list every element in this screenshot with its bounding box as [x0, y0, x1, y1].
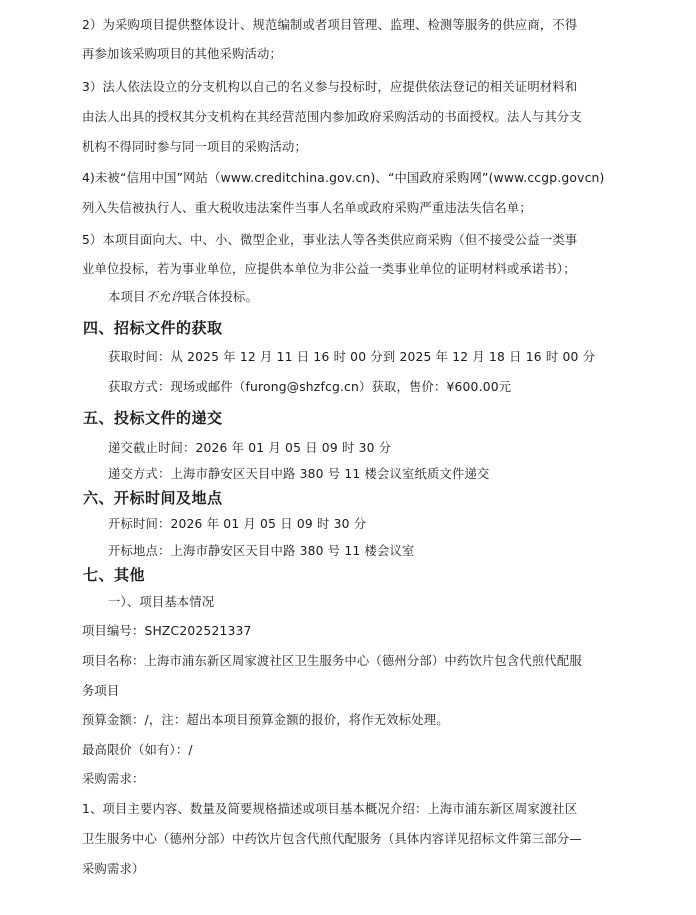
section-heading-bid-documents: 四、招标文件的获取 [83, 319, 223, 337]
eligibility-item-2-line-1: 2）为采购项目提供整体设计、规范编制或者项目管理、监理、检测等服务的供应商，不得 [82, 18, 578, 32]
eligibility-item-4-line-2: 列入失信被执行人、重大税收违法案件当事人名单或政府采购严重违法失信名单； [82, 201, 532, 215]
opening-place: 开标地点：上海市静安区天目中路 380 号 11 楼会议室 [108, 544, 415, 558]
eligibility-item-2-line-2: 再参加该采购项目的其他采购活动； [82, 47, 282, 61]
opening-time: 开标时间：2026 年 01 月 05 日 09 时 30 分 [108, 517, 367, 531]
consortium-note [108, 289, 258, 305]
acquisition-time: 获取时间：从 2025 年 12 月 11 日 16 时 00 分到 2025 年 12 月 18 日 16 时 00 分 [108, 350, 596, 364]
eligibility-item-3-line-1: 3）法人依法设立的分支机构以自己的名义参与投标时，应提供依法登记的相关证明材料和 [82, 80, 578, 94]
project-name-line-1: 项目名称：上海市浦东新区周家渡社区卫生服务中心（德州分部）中药饮片包含代煎代配服 [82, 654, 582, 668]
max-price: 最高限价（如有）：/ [82, 743, 193, 757]
acquisition-method: 获取方式：现场或邮件（furong@shzfcg.cn）获取，售价：¥600.00元 [108, 380, 512, 394]
consortium-emphasis: 不允许 [145, 290, 183, 304]
sub-heading-project-info: 一）、项目基本情况 [108, 595, 215, 609]
section-heading-submission: 五、投标文件的递交 [83, 409, 223, 427]
section-heading-other: 七、其他 [83, 566, 146, 584]
eligibility-item-3-line-3: 机构不得同时参与同一项目的采购活动； [82, 140, 307, 154]
project-number: 项目编号：SHZC202521337 [82, 624, 252, 638]
consortium-suffix: 联合体投标。 [183, 290, 258, 304]
submission-method: 递交方式：上海市静安区天目中路 380 号 11 楼会议室纸质文件递交 [108, 467, 490, 481]
eligibility-item-5-line-1: 5）本项目面向大、中、小、微型企业，事业法人等各类供应商采购（但不接受公益一类事 [82, 233, 578, 247]
project-name-line-2: 务项目 [82, 684, 120, 698]
requirements-label: 采购需求： [82, 772, 145, 786]
consortium-prefix: 本项目 [108, 290, 146, 304]
eligibility-item-4-line-1: 4)未被“信用中国”网站（www.creditchina.gov.cn)、“中国政府采购网”(www.ccgp.govcn) [82, 171, 605, 185]
eligibility-item-5-line-2: 业单位投标，若为事业单位，应提供本单位为非公益一类事业单位的证明材料或承诺书）； [82, 262, 576, 276]
section-heading-opening: 六、开标时间及地点 [83, 489, 223, 507]
eligibility-item-3-line-2: 由法人出具的授权其分支机构在其经营范围内参加政府采购活动的书面授权。法人与其分支 [82, 110, 582, 124]
requirements-line-1: 1、项目主要内容、数量及简要规格描述或项目基本概况介绍：上海市浦东新区周家渡社区 [82, 802, 578, 816]
budget-amount: 预算金额：/，注：超出本项目预算金额的报价，将作无效标处理。 [82, 713, 449, 727]
requirements-line-2: 卫生服务中心（德州分部）中药饮片包含代煎代配服务（具体内容详见招标文件第三部分— [82, 832, 582, 846]
submission-deadline: 递交截止时间：2026 年 01 月 05 日 09 时 30 分 [108, 441, 392, 455]
requirements-line-3: 采购需求） [82, 862, 145, 876]
